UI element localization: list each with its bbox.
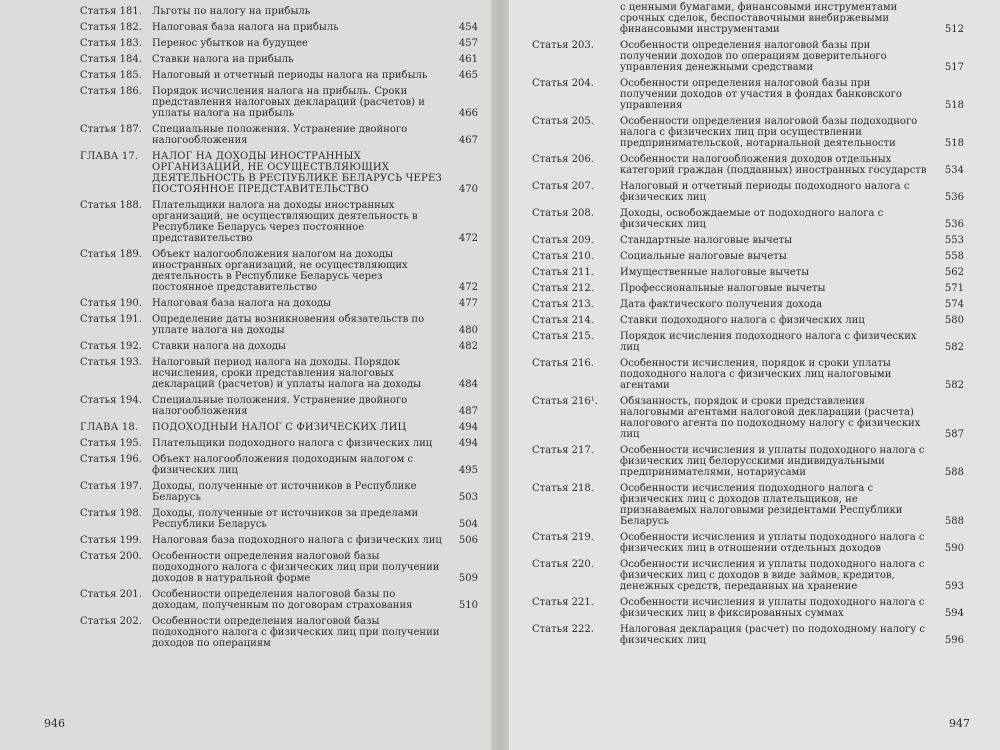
toc-entry-label: Статья 186. — [80, 86, 142, 97]
toc-entry-title: Дата фактического получения дохода — [620, 299, 823, 310]
toc-entry — [80, 535, 478, 546]
toc-entry-label: Статья 201. — [80, 589, 142, 600]
toc-entry-label: Статья 196. — [80, 454, 142, 465]
toc-entry-label: Статья 216¹. — [532, 396, 598, 407]
toc-entry — [532, 358, 964, 391]
toc-entry-label: Статья 219. — [532, 532, 594, 543]
toc-entry-title: Особенности исчисления, порядок и сроки уплаты подоходного налога с физических лиц налоговыми агентами — [620, 358, 892, 391]
toc-chapter — [80, 422, 478, 433]
toc-entry-title: Особенности определения налоговой базы по доходам, полученным по договорам страхования — [152, 589, 413, 611]
toc-entry — [532, 597, 964, 619]
toc-entry-page: 467 — [458, 135, 478, 146]
toc-entry — [80, 298, 478, 309]
toc-entry-title: Особенности исчисления и уплаты подоходного налога с физических лиц в отношении отдельных доходов — [620, 532, 925, 554]
toc-entry-label: Статья 185. — [80, 70, 142, 81]
toc-entry — [80, 314, 478, 336]
right-page — [500, 0, 1000, 750]
toc-entry — [532, 116, 964, 149]
toc-entry-title: Ставки подоходного налога с физических лиц — [620, 315, 865, 326]
toc-entry-title: Особенности налогообложения доходов отдельных категорий граждан (подданных) иностранных государств — [620, 154, 927, 176]
toc-entry-page: 558 — [944, 251, 964, 262]
toc-entry — [532, 235, 964, 246]
toc-entry-title: Объект налогообложения налогом на доходы иностранных организаций, не осуществляющих деятельность в Республике Беларусь через постоянное представительство — [152, 249, 408, 293]
left-toc-list — [80, 6, 478, 649]
left-page-number: 946 — [44, 717, 65, 730]
toc-entry-page: 477 — [458, 298, 478, 309]
toc-entry-label: Статья 203. — [532, 40, 594, 51]
toc-entry-title: Профессиональные налоговые вычеты — [620, 283, 826, 294]
toc-entry — [80, 70, 478, 81]
toc-entry — [80, 616, 478, 649]
toc-entry — [532, 2, 964, 35]
toc-entry-page: 506 — [458, 535, 478, 546]
toc-entry-title: Особенности исчисления и уплаты подоходного налога с физических лиц с доходов в виде займов, кредитов, денежных средств, переданных на хранение — [620, 559, 925, 592]
toc-entry-page: 472 — [458, 282, 478, 293]
toc-entry-label: Статья 216. — [532, 358, 594, 369]
toc-entry-label: Статья 197. — [80, 481, 142, 492]
toc-entry-title: Налоговая декларация (расчет) по подоходному налогу с физических лиц — [620, 624, 925, 646]
toc-entry-label: Статья 184. — [80, 54, 142, 65]
toc-entry — [80, 395, 478, 417]
toc-entry-title: Доходы, полученные от источников в Республике Беларусь — [152, 481, 417, 503]
toc-entry-label: Статья 192. — [80, 341, 142, 352]
toc-entry-title: Ставки налога на доходы — [152, 341, 287, 352]
toc-entry — [80, 551, 478, 584]
toc-entry-label: Статья 183. — [80, 38, 142, 49]
toc-entry — [80, 438, 478, 449]
toc-entry-label: Статья 194. — [80, 395, 142, 406]
toc-entry — [532, 624, 964, 646]
toc-entry-page: 518 — [944, 100, 964, 111]
toc-entry-title: Имущественные налоговые вычеты — [620, 267, 810, 278]
toc-entry-title: Определение даты возникновения обязательств по уплате налога на доходы — [152, 314, 425, 336]
toc-entry-page: 588 — [944, 467, 964, 478]
toc-entry-label: Статья 206. — [532, 154, 594, 165]
toc-entry-page: 534 — [944, 165, 964, 176]
toc-entry-title: Налоговая база налога на прибыль — [152, 22, 339, 33]
toc-entry-label: Статья 213. — [532, 299, 594, 310]
toc-entry — [532, 483, 964, 527]
toc-entry-page: 457 — [458, 38, 478, 49]
toc-entry-page: 470 — [458, 184, 478, 195]
toc-chapter — [80, 151, 478, 195]
toc-entry-label: Статья 181. — [80, 6, 142, 17]
toc-entry-label: ГЛАВА 17. — [80, 151, 139, 162]
toc-entry-title: Плательщики налога на доходы иностранных организаций, не осуществляющих деятельность в Республике Беларусь через постоянное представительство — [152, 200, 418, 244]
toc-entry-label: Статья 200. — [80, 551, 142, 562]
toc-entry-title: Доходы, полученные от источников за пределами Республики Беларусь — [152, 508, 419, 530]
toc-entry-page: 472 — [458, 233, 478, 244]
toc-entry — [532, 396, 964, 440]
toc-entry — [532, 532, 964, 554]
toc-entry-page: 536 — [944, 192, 964, 203]
toc-entry-title: с ценными бумагами, финансовыми инструментами срочных сделок, беспоставочными внебиржевыми финансовыми инструментами — [620, 2, 898, 35]
right-toc-list — [532, 2, 964, 646]
toc-entry — [532, 78, 964, 111]
toc-entry-label: Статья 214. — [532, 315, 594, 326]
toc-entry-label: Статья 218. — [532, 483, 594, 494]
toc-entry-title: НАЛОГ НА ДОХОДЫ ИНОСТРАННЫХ ОРГАНИЗАЦИЙ, НЕ ОСУЩЕСТВЛЯЮЩИХ ДЕЯТЕЛЬНОСТЬ В РЕСПУБЛИКЕ БЕЛАРУСЬ ЧЕРЕЗ ПОСТОЯННОЕ ПРЕДСТАВИТЕЛЬСТВО — [152, 151, 442, 195]
toc-entry — [80, 54, 478, 65]
toc-entry-title: Особенности исчисления и уплаты подоходного налога с физических лиц белорусскими индивидуальными предпринимателями, нотариусами — [620, 445, 925, 478]
toc-entry-label: Статья 205. — [532, 116, 594, 127]
toc-entry-title: Налоговый и отчетный периоды налога на прибыль — [152, 70, 428, 81]
toc-entry-title: Ставки налога на прибыль — [152, 54, 294, 65]
toc-entry-page: 461 — [458, 54, 478, 65]
toc-entry-title: Доходы, освобождаемые от подоходного налога с физических лиц — [620, 208, 884, 230]
toc-entry — [80, 481, 478, 503]
toc-entry — [80, 22, 478, 33]
toc-entry-title: Особенности определения налоговой базы при получении доходов по операциям доверительного управления денежными средствами — [620, 40, 887, 73]
toc-entry-page: 465 — [458, 70, 478, 81]
toc-entry-page: 536 — [944, 219, 964, 230]
toc-entry-label: Статья 215. — [532, 331, 594, 342]
toc-entry-page: 518 — [944, 138, 964, 149]
toc-entry-label: Статья 198. — [80, 508, 142, 519]
toc-entry — [532, 299, 964, 310]
toc-entry-label: Статья 222. — [532, 624, 594, 635]
toc-entry-label: Статья 220. — [532, 559, 594, 570]
toc-entry-label: Статья 208. — [532, 208, 594, 219]
toc-entry-label: Статья 204. — [532, 78, 594, 89]
toc-entry-title: Особенности определения налоговой базы при получении доходов от участия в фондах банковского управления — [620, 78, 902, 111]
toc-entry-page: 482 — [458, 341, 478, 352]
toc-entry-title: Социальные налоговые вычеты — [620, 251, 787, 262]
toc-entry-title: Особенности исчисления подоходного налога с физических лиц с доходов плательщиков, не признаваемых налоговыми резидентами Республики Беларусь — [620, 483, 903, 527]
toc-entry — [80, 86, 478, 119]
toc-entry — [80, 357, 478, 390]
toc-entry-title: Налоговая база подоходного налога с физических лиц — [152, 535, 442, 546]
toc-entry-label: Статья 182. — [80, 22, 142, 33]
toc-entry-page: 553 — [944, 235, 964, 246]
toc-entry-label: Статья 190. — [80, 298, 142, 309]
toc-entry-page: 590 — [944, 543, 964, 554]
toc-entry — [532, 445, 964, 478]
toc-entry-title: Льготы по налогу на прибыль — [152, 6, 311, 17]
toc-entry-page: 509 — [458, 573, 478, 584]
toc-entry-title: Особенности определения налоговой базы подоходного налога с физических лиц при получении доходов по операциям — [152, 616, 440, 649]
toc-entry-title: Порядок исчисления подоходного налога с физических лиц — [620, 331, 917, 353]
toc-entry — [532, 208, 964, 230]
toc-entry-page: 587 — [944, 429, 964, 440]
toc-entry-title: Особенности исчисления и уплаты подоходного налога с физических лиц в фиксированных суммах — [620, 597, 925, 619]
toc-entry-label: Статья 202. — [80, 616, 142, 627]
toc-entry-label: Статья 207. — [532, 181, 594, 192]
toc-entry-title: Объект налогообложения подоходным налогом с физических лиц — [152, 454, 414, 476]
toc-entry-label: ГЛАВА 18. — [80, 422, 139, 433]
toc-entry — [80, 508, 478, 530]
toc-entry — [532, 251, 964, 262]
toc-entry — [80, 589, 478, 611]
toc-entry-page: 588 — [944, 516, 964, 527]
toc-entry-title: Налоговый период налога на доходы. Порядок исчисления, сроки представления налоговых деклараций (расчетов) и уплаты налога на доходы — [152, 357, 422, 390]
toc-entry-page: 480 — [458, 325, 478, 336]
toc-entry-page: 582 — [944, 380, 964, 391]
toc-entry-page: 466 — [458, 108, 478, 119]
toc-entry-title: Специальные положения. Устранение двойного налогообложения — [152, 395, 408, 417]
toc-entry-page: 454 — [458, 22, 478, 33]
toc-entry — [532, 283, 964, 294]
toc-entry-label: Статья 189. — [80, 249, 142, 260]
toc-entry-title: Особенности определения налоговой базы подоходного налога с физических лиц при осуществлении предпринимательской, нотариальной деятельности — [620, 116, 918, 149]
toc-entry — [80, 454, 478, 476]
toc-entry — [80, 200, 478, 244]
toc-entry — [80, 38, 478, 49]
toc-entry-page: 596 — [944, 635, 964, 646]
toc-entry — [532, 315, 964, 326]
toc-entry-title: Специальные положения. Устранение двойного налогообложения — [152, 124, 408, 146]
toc-entry-label: Статья 217. — [532, 445, 594, 456]
toc-entry-page: 562 — [944, 267, 964, 278]
toc-entry-page: 494 — [458, 422, 478, 433]
toc-entry — [532, 154, 964, 176]
toc-entry — [532, 181, 964, 203]
toc-entry-page: 494 — [458, 438, 478, 449]
toc-entry-page: 517 — [944, 62, 964, 73]
toc-entry-page: 503 — [458, 492, 478, 503]
toc-entry-label: Статья 195. — [80, 438, 142, 449]
toc-entry-label: Статья 221. — [532, 597, 594, 608]
toc-entry-page: 510 — [458, 600, 478, 611]
toc-entry-label: Статья 209. — [532, 235, 594, 246]
toc-entry-page: 512 — [944, 24, 964, 35]
toc-entry-page: 580 — [944, 315, 964, 326]
toc-entry-label: Статья 187. — [80, 124, 142, 135]
toc-entry-page: 487 — [458, 406, 478, 417]
toc-entry — [80, 124, 478, 146]
toc-entry-title: Порядок исчисления налога на прибыль. Сроки представления налоговых деклараций (расчетов) и уплаты налога на прибыль — [152, 86, 425, 119]
toc-entry-label: Статья 193. — [80, 357, 142, 368]
toc-entry-page: 484 — [458, 379, 478, 390]
toc-entry-title: Особенности определения налоговой базы подоходного налога с физических лиц при получении доходов в натуральной форме — [152, 551, 440, 584]
toc-entry-page: 593 — [944, 581, 964, 592]
toc-entry-page: 594 — [944, 608, 964, 619]
toc-entry-title: Обязанность, порядок и сроки представления налоговыми агентами налоговой декларации (расчета) налогового агента по подоходному налогу с физических лиц — [620, 396, 921, 440]
toc-entry-label: Статья 211. — [532, 267, 594, 278]
toc-entry-label: Статья 188. — [80, 200, 142, 211]
toc-entry-page: 571 — [944, 283, 964, 294]
toc-entry-label: Статья 191. — [80, 314, 142, 325]
toc-entry — [80, 341, 478, 352]
toc-entry-label: Статья 212. — [532, 283, 594, 294]
toc-entry — [532, 331, 964, 353]
toc-entry-title: Налоговый и отчетный периоды подоходного налога с физических лиц — [620, 181, 910, 203]
toc-entry — [80, 6, 478, 17]
right-page-number: 947 — [949, 717, 970, 730]
toc-entry-label: Статья 210. — [532, 251, 594, 262]
toc-entry-title: ПОДОХОДНЫЙ НАЛОГ С ФИЗИЧЕСКИХ ЛИЦ — [152, 422, 407, 433]
toc-entry-title: Стандартные налоговые вычеты — [620, 235, 793, 246]
toc-entry-title: Перенос убытков на будущее — [152, 38, 308, 49]
toc-entry-page: 582 — [944, 342, 964, 353]
toc-entry — [532, 559, 964, 592]
toc-entry-title: Налоговая база налога на доходы — [152, 298, 332, 309]
toc-entry — [532, 40, 964, 73]
toc-entry-title: Плательщики подоходного налога с физических лиц — [152, 438, 433, 449]
toc-entry — [532, 267, 964, 278]
toc-entry-page: 574 — [944, 299, 964, 310]
toc-entry-label: Статья 199. — [80, 535, 142, 546]
toc-entry-page: 495 — [458, 465, 478, 476]
toc-entry-page: 504 — [458, 519, 478, 530]
toc-entry — [80, 249, 478, 293]
